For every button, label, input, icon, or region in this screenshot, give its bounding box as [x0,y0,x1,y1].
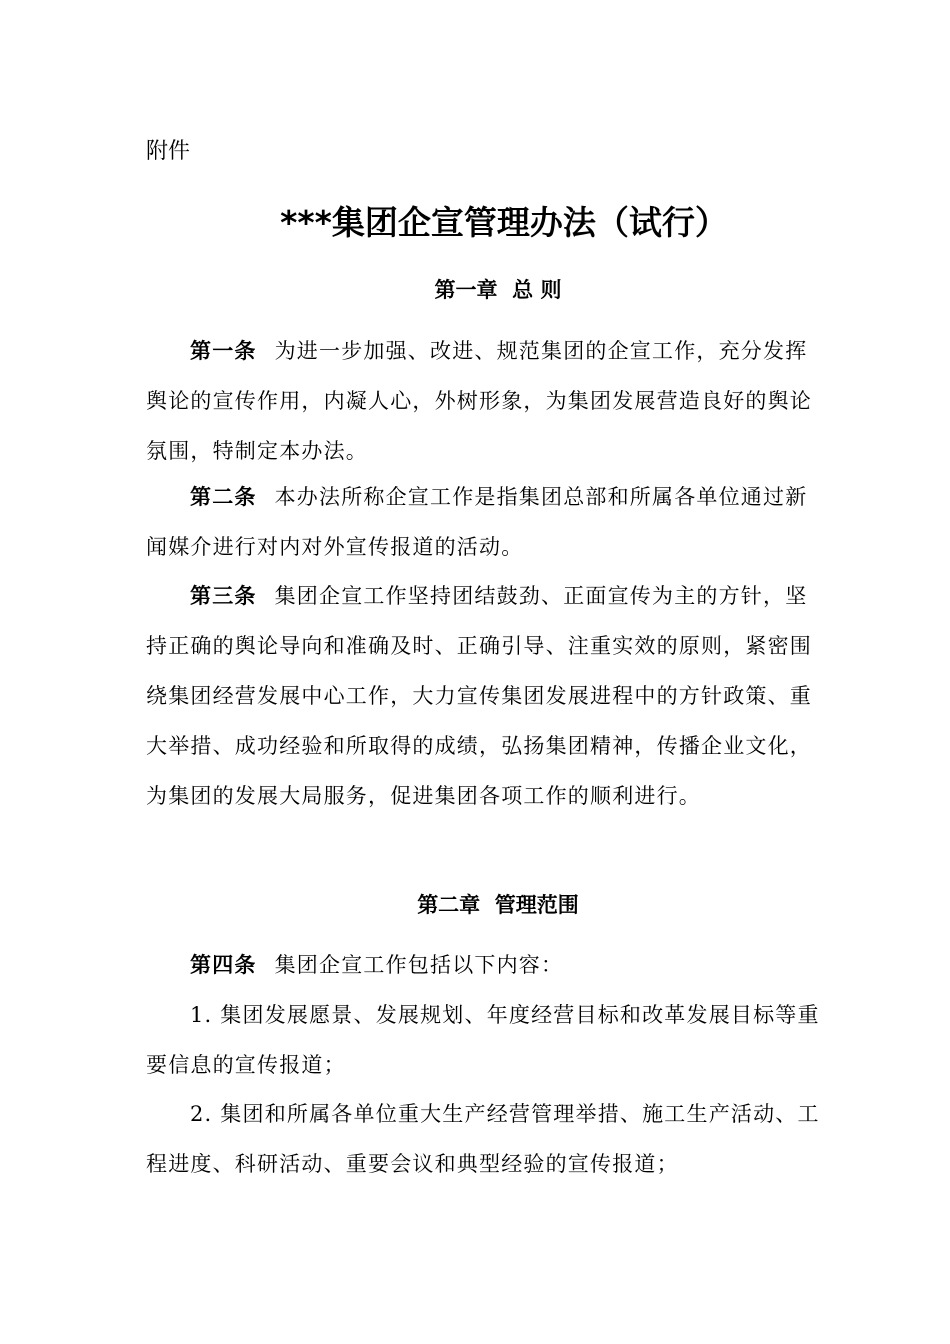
attachment-label: 附件 [146,139,191,164]
article-4-label: 第四条 [190,953,257,977]
article-2 [146,472,820,572]
article-2-label: 第二条 [190,485,257,509]
document-title: ***集团企宣管理办法（试行） [280,203,728,242]
article-3-text: 集团企宣工作坚持团结鼓劲、正面宣传为主的方针，坚持正确的舆论导向和准确及时、正确引导、注重实效的原则，紧密围绕集团经营发展中心工作，大力宣传集团发展进程中的方针政策、重大举措、成功经验和所取得的成绩，弘扬集团精神，传播企业文化，为集团的发展大局服务，促进集团各项工作的顺利进行。 [146,584,812,808]
chapter-1-heading: 第一章 总 则 [434,278,562,302]
article-1-text: 为进一步加强、改进、规范集团的企宣工作，充分发挥舆论的宣传作用，内凝人心，外树形象，为集团发展营造良好的舆论氛围，特制定本办法。 [146,339,812,463]
article-1-label: 第一条 [190,339,257,363]
article-3 [146,571,820,821]
list-item: 1. 集团发展愿景、发展规划、年度经营目标和改革发展目标等重要信息的宣传报道； [146,1003,820,1077]
chapter-2-heading: 第二章 管理范围 [417,893,579,917]
article-4-text: 集团企宣工作包括以下内容： [274,953,564,977]
article-2-text: 本办法所称企宣工作是指集团总部和所属各单位通过新闻媒介进行对内对外宣传报道的活动。 [146,485,808,559]
article-3-label: 第三条 [190,584,257,608]
article-1 [146,326,820,476]
list-item: 2. 集团和所属各单位重大生产经营管理举措、施工生产活动、工程进度、科研活动、重要会议和典型经验的宣传报道； [146,1102,820,1176]
article-4 [146,940,820,990]
